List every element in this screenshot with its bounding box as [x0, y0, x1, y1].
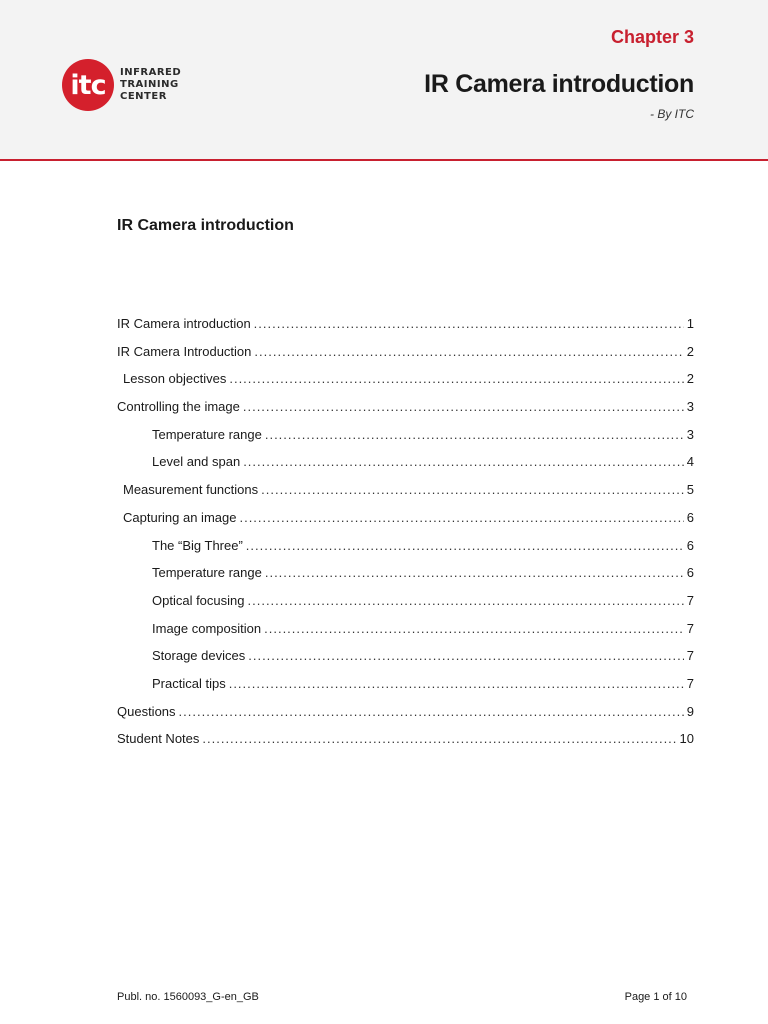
publication-number: Publ. no. 1560093_G-en_GB: [117, 991, 259, 1003]
logo-line-2: TRAINING: [120, 79, 179, 90]
toc-entry[interactable]: [117, 593, 694, 621]
page-number: Page 1 of 10: [624, 991, 687, 1003]
toc-entry-title: Storage devices: [152, 648, 246, 664]
page-header: [0, 0, 768, 161]
toc-entry-title: IR Camera Introduction: [117, 343, 252, 359]
toc-entry-page: 3: [686, 399, 694, 415]
toc-entry-title: Questions: [117, 703, 176, 719]
toc-entry-page: 2: [686, 371, 694, 387]
toc-entry-page: 2: [686, 343, 694, 359]
itc-logo-mark: itc: [62, 59, 114, 111]
toc-entry-page: 4: [686, 454, 694, 470]
toc-entry-page: 1: [686, 316, 694, 331]
toc-entry-title: Controlling the image: [117, 399, 240, 415]
toc-dot-leader: [264, 621, 684, 636]
toc-entry-page: 7: [686, 620, 694, 636]
toc-entry-title: Temperature range: [152, 565, 262, 581]
section-heading: IR Camera introduction: [117, 217, 294, 234]
itc-logo: [62, 59, 181, 111]
toc-entry-page: 7: [686, 592, 694, 608]
toc-entry-title: Level and span: [152, 454, 241, 470]
toc-entry-page: 9: [686, 703, 694, 719]
toc-entry[interactable]: [117, 565, 694, 593]
toc-entry-title: Practical tips: [152, 675, 226, 691]
toc-dot-leader: [229, 371, 683, 386]
toc-entry[interactable]: [117, 510, 694, 538]
toc-entry[interactable]: [117, 538, 694, 566]
toc-entry-title: Measurement functions: [123, 482, 259, 498]
toc-entry-title: Optical focusing: [152, 592, 245, 608]
toc-entry-page: 6: [686, 565, 694, 581]
toc-entry-title: The “Big Three”: [152, 537, 243, 553]
itc-logo-text: [120, 67, 181, 103]
toc-dot-leader: [254, 316, 684, 331]
toc-dot-leader: [229, 676, 684, 691]
toc-entry-title: Lesson objectives: [123, 371, 227, 387]
toc-entry[interactable]: [117, 621, 694, 649]
toc-entry[interactable]: [117, 371, 694, 399]
chapter-label: Chapter 3: [610, 27, 694, 47]
toc-entry[interactable]: [117, 704, 694, 732]
toc-dot-leader: [202, 731, 676, 746]
toc-entry-page: 10: [679, 731, 694, 747]
toc-dot-leader: [248, 593, 684, 608]
toc-dot-leader: [261, 482, 684, 497]
toc-entry[interactable]: [117, 454, 694, 482]
toc-entry[interactable]: [117, 344, 694, 372]
toc-dot-leader: [265, 427, 684, 442]
toc-entry-page: 3: [686, 426, 694, 442]
toc-entry-title: Student Notes: [117, 731, 200, 747]
document-title: IR Camera introduction: [424, 70, 694, 98]
toc-dot-leader: [179, 704, 684, 719]
toc-entry-title: Image composition: [152, 620, 262, 636]
byline: - By ITC: [650, 107, 694, 121]
toc-dot-leader: [243, 399, 684, 414]
toc-dot-leader: [265, 565, 684, 580]
toc-entry-page: 6: [686, 509, 694, 525]
toc-entry-page: 7: [686, 648, 694, 664]
toc-dot-leader: [246, 538, 684, 553]
toc-dot-leader: [243, 454, 684, 469]
toc-entry[interactable]: [117, 399, 694, 427]
toc-entry-page: 7: [686, 675, 694, 691]
logo-line-1: INFRARED: [120, 67, 182, 78]
toc-entry-page: 5: [686, 482, 694, 498]
toc-entry-page: 6: [686, 537, 694, 553]
toc-entry[interactable]: [117, 676, 694, 704]
toc-entry-title: IR Camera introduction: [117, 316, 251, 331]
table-of-contents: [117, 316, 694, 759]
toc-entry[interactable]: [117, 316, 694, 344]
toc-entry-title: Capturing an image: [123, 509, 237, 525]
toc-dot-leader: [239, 510, 683, 525]
toc-entry[interactable]: [117, 648, 694, 676]
logo-line-3: CENTER: [120, 91, 167, 102]
toc-dot-leader: [248, 648, 684, 663]
toc-entry[interactable]: [117, 482, 694, 510]
toc-entry[interactable]: [117, 427, 694, 455]
toc-entry[interactable]: [117, 731, 694, 759]
toc-entry-title: Temperature range: [152, 426, 262, 442]
toc-dot-leader: [254, 344, 683, 359]
